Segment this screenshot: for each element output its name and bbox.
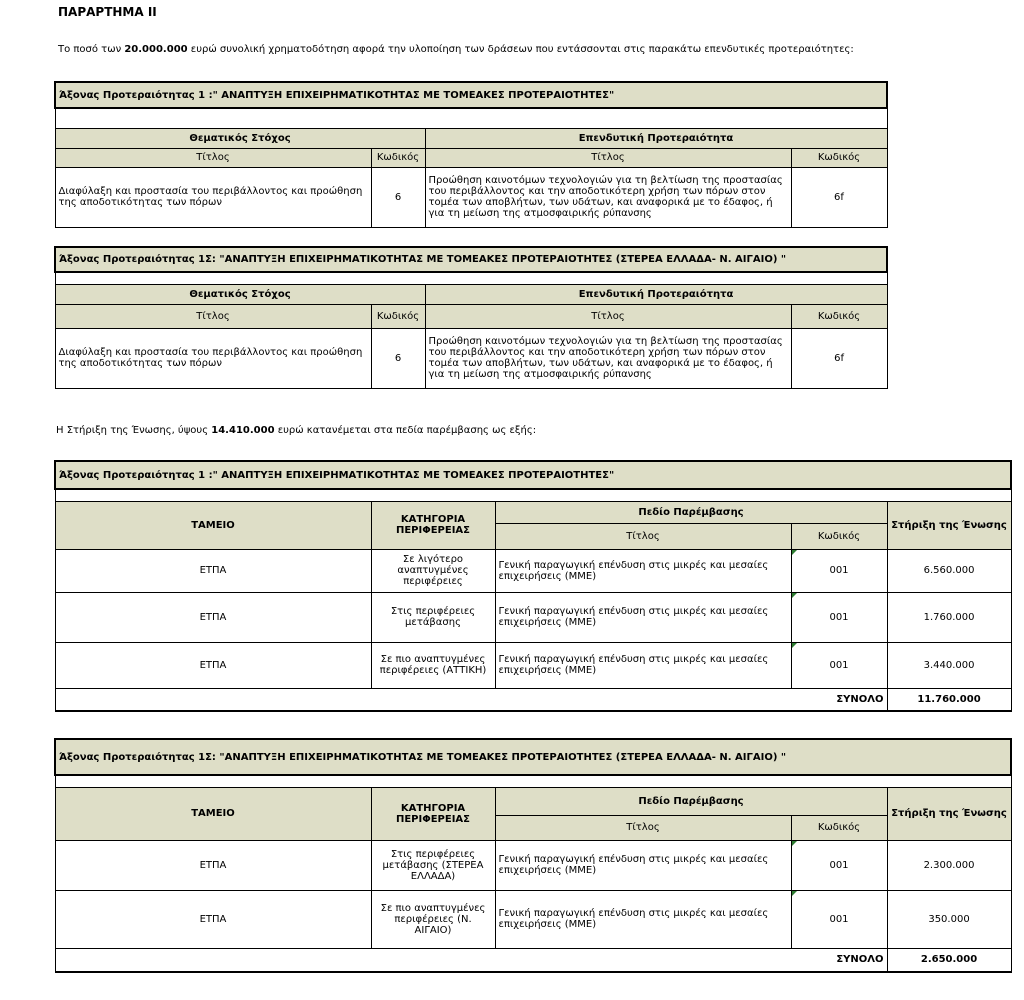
code-cell: 001 [791, 890, 887, 948]
category-column-header: ΚΑΤΗΓΟΡΙΑ ΠΕΡΙΦΕΡΕΙΑΣ [371, 787, 495, 840]
title-cell: Γενική παραγωγική επένδυση στις μικρές και μεσαίες επιχειρήσεις (ΜΜΕ) [495, 840, 791, 890]
support-column-header: Στήριξη της Ένωσης [887, 787, 1011, 840]
title-cell: Γενική παραγωγική επένδυση στις μικρές και μεσαίες επιχειρήσεις (ΜΜΕ) [495, 549, 791, 592]
priority-table-1 [54, 81, 888, 228]
code-column-header: Κωδικός [791, 523, 887, 549]
thematic-code: 6 [371, 167, 425, 227]
amount-cell: 3.440.000 [887, 642, 1011, 688]
investment-header: Επενδυτική Προτεραιότητα [425, 284, 887, 304]
title-column-header: Τίτλος [425, 304, 791, 328]
investment-code: 6f [791, 167, 887, 227]
thematic-header: Θεματικός Στόχος [55, 128, 425, 148]
spacer-row [55, 775, 1011, 787]
title-column-header: Τίτλος [425, 148, 791, 167]
axis-title: Άξονας Προτεραιότητας 1 :" ΑΝΑΠΤΥΞΗ ΕΠΙΧΕΙΡΗΜΑΤΙΚΟΤΗΤΑΣ ΜΕ ΤΟΜΕΑΚΕΣ ΠΡΟΤΕΡΑΙΟΤΗΤΕΣ" [55, 461, 1011, 489]
support-text-after: ευρώ κατανέμεται στα πεδία παρέμβασης ως εξής: [274, 425, 537, 436]
category-cell: Σε λιγότερο αναπτυγμένες περιφέρειες [371, 549, 495, 592]
field-header: Πεδίο Παρέμβασης [495, 787, 887, 815]
title-cell: Γενική παραγωγική επένδυση στις μικρές και μεσαίες επιχειρήσεις (ΜΜΕ) [495, 890, 791, 948]
title-cell: Γενική παραγωγική επένδυση στις μικρές και μεσαίες επιχειρήσεις (ΜΜΕ) [495, 592, 791, 642]
axis-title: Άξονας Προτεραιότητας 1Σ: "ΑΝΑΠΤΥΞΗ ΕΠΙΧΕΙΡΗΜΑΤΙΚΟΤΗΤΑΣ ΜΕ ΤΟΜΕΑΚΕΣ ΠΡΟΤΕΡΑΙΟΤΗΤΕΣ (ΣΤΕΡΕΑ ΕΛΛΑΔΑ- Ν. ΑΙΓΑΙΟ) " [55, 247, 887, 272]
title-cell: Γενική παραγωγική επένδυση στις μικρές και μεσαίες επιχειρήσεις (ΜΜΕ) [495, 642, 791, 688]
fund-cell: ΕΤΠΑ [55, 840, 371, 890]
investment-code: 6f [791, 328, 887, 388]
amount-cell: 350.000 [887, 890, 1011, 948]
code-column-header: Κωδικός [791, 304, 887, 328]
code-cell: 001 [791, 549, 887, 592]
category-cell: Στις περιφέρειες μετάβασης [371, 592, 495, 642]
total-label: ΣΥΝΟΛΟ [55, 948, 887, 972]
category-cell: Στις περιφέρειες μετάβασης (ΣΤΕΡΕΑ ΕΛΛΑΔΑ) [371, 840, 495, 890]
title-column-header: Τίτλος [495, 523, 791, 549]
title-column-header: Τίτλος [55, 304, 371, 328]
table-row [55, 840, 1011, 890]
thematic-title: Διαφύλαξη και προστασία του περιβάλλοντος και προώθηση της αποδοτικότητας των πόρων [55, 167, 371, 227]
table-row [55, 592, 1011, 642]
support-column-header: Στήριξη της Ένωσης [887, 501, 1011, 549]
fund-cell: ΕΤΠΑ [55, 592, 371, 642]
page-title: ΠΑΡΑΡΤΗΜΑ ΙΙ [58, 5, 157, 19]
code-column-header: Κωδικός [371, 304, 425, 328]
title-column-header: Τίτλος [55, 148, 371, 167]
intro-text [58, 44, 854, 55]
amount-cell: 2.300.000 [887, 840, 1011, 890]
investment-header: Επενδυτική Προτεραιότητα [425, 128, 887, 148]
axis-title: Άξονας Προτεραιότητας 1 :" ΑΝΑΠΤΥΞΗ ΕΠΙΧΕΙΡΗΜΑΤΙΚΟΤΗΤΑΣ ΜΕ ΤΟΜΕΑΚΕΣ ΠΡΟΤΕΡΑΙΟΤΗΤΕΣ" [55, 82, 887, 108]
amount-cell: 1.760.000 [887, 592, 1011, 642]
funding-table-1 [54, 460, 1012, 712]
fund-cell: ΕΤΠΑ [55, 642, 371, 688]
total-label: ΣΥΝΟΛΟ [55, 688, 887, 711]
code-cell: 001 [791, 642, 887, 688]
category-cell: Σε πιο αναπτυγμένες περιφέρειες (Ν. ΑΙΓΑΙΟ) [371, 890, 495, 948]
title-column-header: Τίτλος [495, 815, 791, 840]
category-column-header: ΚΑΤΗΓΟΡΙΑ ΠΕΡΙΦΕΡΕΙΑΣ [371, 501, 495, 549]
amount-cell: 6.560.000 [887, 549, 1011, 592]
thematic-code: 6 [371, 328, 425, 388]
fund-cell: ΕΤΠΑ [55, 549, 371, 592]
total-amount: 11.760.000 [887, 688, 1011, 711]
spacer-row [55, 489, 1011, 501]
total-amount: 2.650.000 [887, 948, 1011, 972]
investment-title: Προώθηση καινοτόμων τεχνολογιών για τη βελτίωση της προστασίας του περιβάλλοντος και την αποδοτικότερη χρήση των πόρων στον τομέα των αποβλήτων, των υδάτων, και αναφορικά με το έδαφος, ή για τη μείωση της ατμοσφαιρικής ρύπανσης [425, 328, 791, 388]
axis-title: Άξονας Προτεραιότητας 1Σ: "ΑΝΑΠΤΥΞΗ ΕΠΙΧΕΙΡΗΜΑΤΙΚΟΤΗΤΑΣ ΜΕ ΤΟΜΕΑΚΕΣ ΠΡΟΤΕΡΑΙΟΤΗΤΕΣ (ΣΤΕΡΕΑ ΕΛΛΑΔΑ- Ν. ΑΙΓΑΙΟ) " [55, 739, 1011, 775]
table-row [55, 549, 1011, 592]
category-cell: Σε πιο αναπτυγμένες περιφέρειες (ΑΤΤΙΚΗ) [371, 642, 495, 688]
intro-text-before: Το ποσό των [58, 44, 125, 55]
field-header: Πεδίο Παρέμβασης [495, 501, 887, 523]
intro-text-after: ευρώ συνολική χρηματοδότηση αφορά την υλοποίηση των δράσεων που εντάσσονται στις παρακάτω επενδυτικές προτεραιότητες: [187, 44, 854, 55]
investment-title: Προώθηση καινοτόμων τεχνολογιών για τη βελτίωση της προστασίας του περιβάλλοντος και την αποδοτικότερη χρήση των πόρων στον τομέα των αποβλήτων, των υδάτων, και αναφορικά με το έδαφος, ή για τη μείωση της ατμοσφαιρικής ρύπανσης [425, 167, 791, 227]
support-text [56, 425, 536, 436]
code-column-header: Κωδικός [791, 815, 887, 840]
fund-column-header: ΤΑΜΕΙΟ [55, 501, 371, 549]
table-row [55, 642, 1011, 688]
thematic-title: Διαφύλαξη και προστασία του περιβάλλοντος και προώθηση της αποδοτικότητας των πόρων [55, 328, 371, 388]
fund-column-header: ΤΑΜΕΙΟ [55, 787, 371, 840]
support-text-before: Η Στήριξη της Ένωσης, ύψους [56, 425, 212, 436]
spacer-row [55, 108, 887, 128]
support-amount: 14.410.000 [211, 425, 275, 436]
thematic-header: Θεματικός Στόχος [55, 284, 425, 304]
code-column-header: Κωδικός [371, 148, 425, 167]
funding-table-2 [54, 738, 1012, 973]
table-row [55, 890, 1011, 948]
code-column-header: Κωδικός [791, 148, 887, 167]
priority-table-2 [54, 246, 888, 389]
fund-cell: ΕΤΠΑ [55, 890, 371, 948]
code-cell: 001 [791, 840, 887, 890]
intro-amount: 20.000.000 [124, 44, 188, 55]
code-cell: 001 [791, 592, 887, 642]
spacer-row [55, 272, 887, 284]
